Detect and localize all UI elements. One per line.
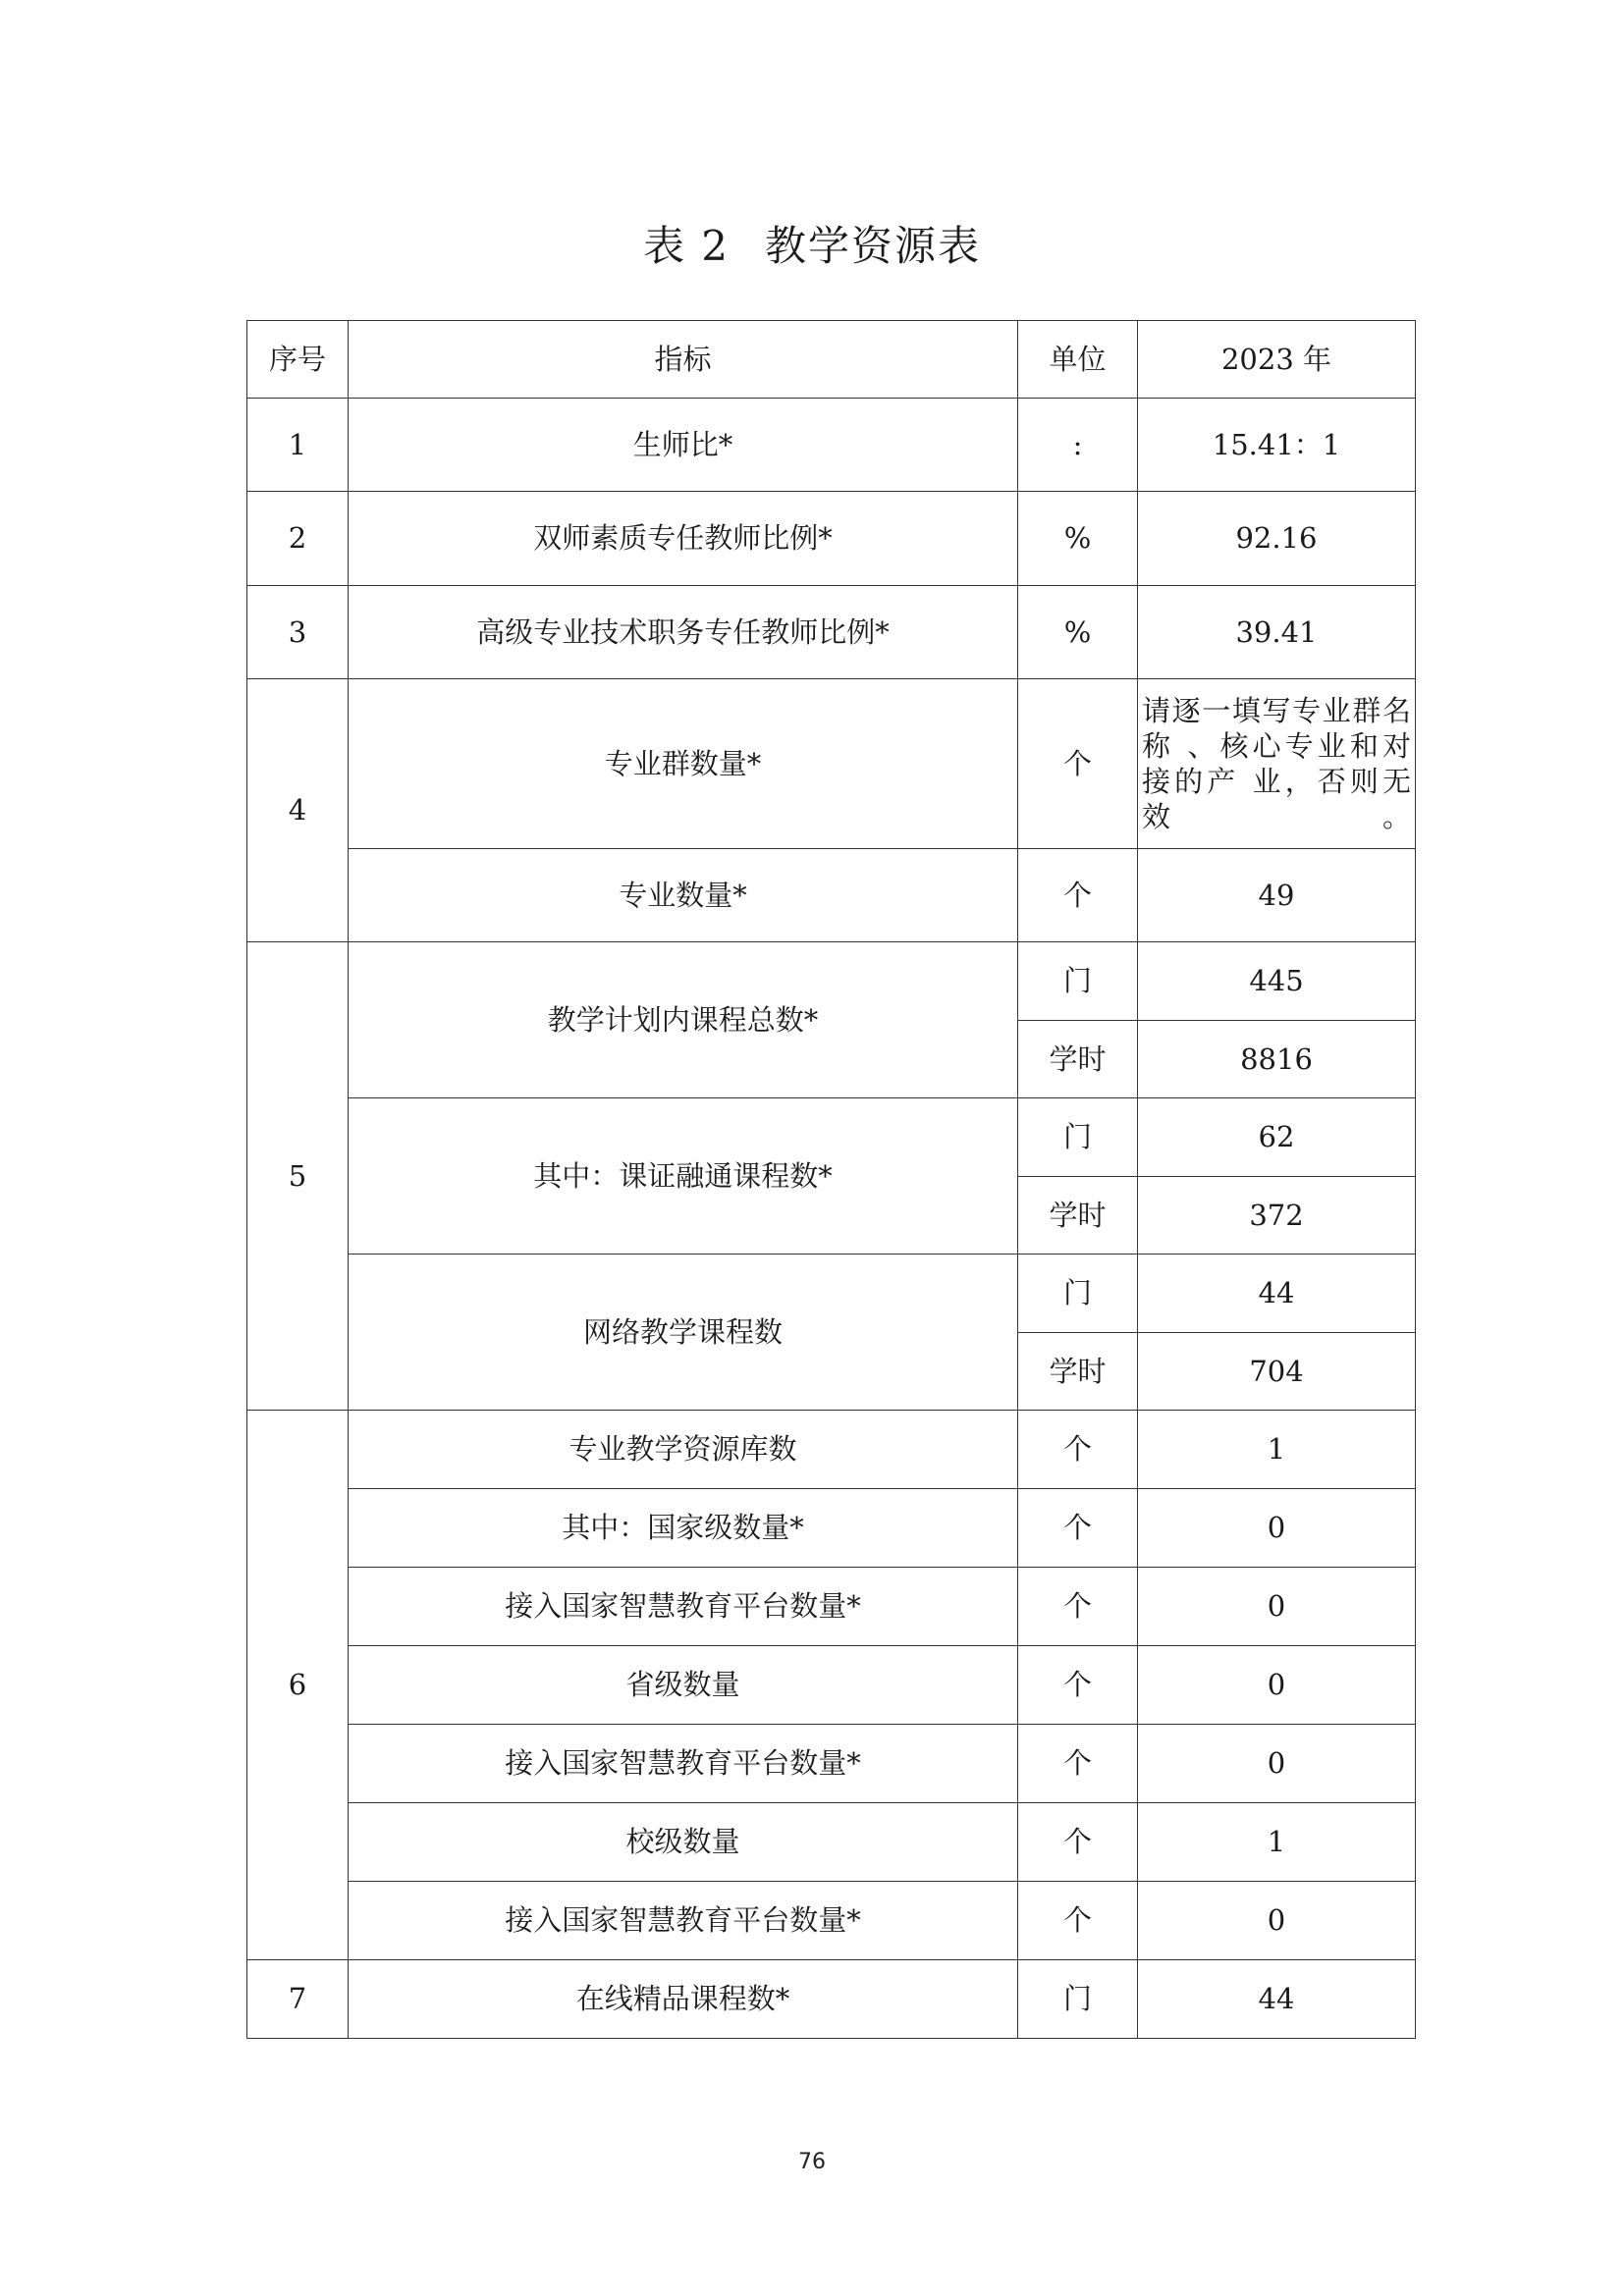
table-row [247, 1725, 1416, 1803]
table-row [247, 1411, 1416, 1489]
row-unit: 个 [1018, 1803, 1138, 1882]
row-unit: % [1018, 586, 1138, 679]
row-seq: 2 [247, 492, 349, 586]
row-indicator: 接入国家智慧教育平台数量* [349, 1568, 1018, 1646]
row-unit: 个 [1018, 1646, 1138, 1725]
row-indicator: 在线精品课程数* [349, 1960, 1018, 2039]
row-value: 0 [1138, 1725, 1416, 1803]
row-unit: 门 [1018, 942, 1138, 1021]
table-row [247, 1803, 1416, 1882]
row-value: 372 [1138, 1177, 1416, 1255]
row-value: 0 [1138, 1646, 1416, 1725]
table-row [247, 679, 1416, 849]
table-row [247, 1489, 1416, 1568]
row-indicator: 高级专业技术职务专任教师比例* [349, 586, 1018, 679]
row-indicator: 专业教学资源库数 [349, 1411, 1018, 1489]
row-unit: 个 [1018, 1411, 1138, 1489]
row-value-note [1138, 679, 1416, 849]
row-value: 44 [1138, 1960, 1416, 2039]
row-seq: 3 [247, 586, 349, 679]
page-number: 76 [798, 2150, 826, 2174]
row-indicator: 其中：课证融通课程数* [349, 1098, 1018, 1255]
row-indicator: 网络教学课程数 [349, 1255, 1018, 1411]
row-unit: 门 [1018, 1960, 1138, 2039]
row-value: 8816 [1138, 1021, 1416, 1098]
row-indicator: 专业群数量* [349, 679, 1018, 849]
table-row [247, 1255, 1416, 1333]
row-indicator: 接入国家智慧教育平台数量* [349, 1725, 1018, 1803]
row-unit: 个 [1018, 679, 1138, 849]
row-unit: 门 [1018, 1098, 1138, 1177]
table-title-text: 教学资源表 [765, 222, 982, 270]
table-row [247, 942, 1416, 1021]
row-value: 0 [1138, 1882, 1416, 1960]
table-row [247, 1568, 1416, 1646]
teaching-resource-table [246, 320, 1416, 2039]
row-seq: 5 [247, 942, 349, 1411]
row-value: 49 [1138, 849, 1416, 942]
table-header-row [247, 321, 1416, 399]
row-unit: 学时 [1018, 1177, 1138, 1255]
row-value: 704 [1138, 1333, 1416, 1411]
row-unit: 个 [1018, 1882, 1138, 1960]
row-value: 1 [1138, 1803, 1416, 1882]
row-value: 92.16 [1138, 492, 1416, 586]
row-value: 445 [1138, 942, 1416, 1021]
table-row [247, 586, 1416, 679]
table-row [247, 1882, 1416, 1960]
page-title [0, 214, 1624, 273]
row-unit: % [1018, 492, 1138, 586]
row-unit: 个 [1018, 1568, 1138, 1646]
row-unit: 学时 [1018, 1021, 1138, 1098]
row-seq: 1 [247, 399, 349, 492]
row-unit: 个 [1018, 1489, 1138, 1568]
table-row [247, 492, 1416, 586]
row-value: 0 [1138, 1568, 1416, 1646]
header-seq: 序号 [247, 321, 349, 399]
row-seq: 6 [247, 1411, 349, 1960]
row-value: 15.41：1 [1138, 399, 1416, 492]
row-indicator: 其中：国家级数量* [349, 1489, 1018, 1568]
row-unit: 学时 [1018, 1333, 1138, 1411]
row-seq: 7 [247, 1960, 349, 2039]
table-row [247, 1960, 1416, 2039]
header-year: 2023 年 [1138, 321, 1416, 399]
row-indicator: 双师素质专任教师比例* [349, 492, 1018, 586]
row-indicator: 教学计划内课程总数* [349, 942, 1018, 1098]
table-row [247, 849, 1416, 942]
row-value: 39.41 [1138, 586, 1416, 679]
table-row [247, 1646, 1416, 1725]
row-unit: 个 [1018, 1725, 1138, 1803]
fill-in-note: 请逐一填写专业群名称 、核心专业和对 接的产 业，否则无效。 [1142, 694, 1411, 833]
row-unit: 个 [1018, 849, 1138, 942]
row-indicator: 接入国家智慧教育平台数量* [349, 1882, 1018, 1960]
row-unit: : [1018, 399, 1138, 492]
row-value: 62 [1138, 1098, 1416, 1177]
row-indicator: 生师比* [349, 399, 1018, 492]
header-indicator: 指标 [349, 321, 1018, 399]
table-row [247, 1098, 1416, 1177]
header-unit: 单位 [1018, 321, 1138, 399]
row-indicator: 校级数量 [349, 1803, 1018, 1882]
row-indicator: 省级数量 [349, 1646, 1018, 1725]
row-indicator: 专业数量* [349, 849, 1018, 942]
row-value: 0 [1138, 1489, 1416, 1568]
row-unit: 门 [1018, 1255, 1138, 1333]
row-seq: 4 [247, 679, 349, 942]
table-label: 表 2 [642, 222, 731, 270]
row-value: 44 [1138, 1255, 1416, 1333]
row-value: 1 [1138, 1411, 1416, 1489]
table-row [247, 399, 1416, 492]
